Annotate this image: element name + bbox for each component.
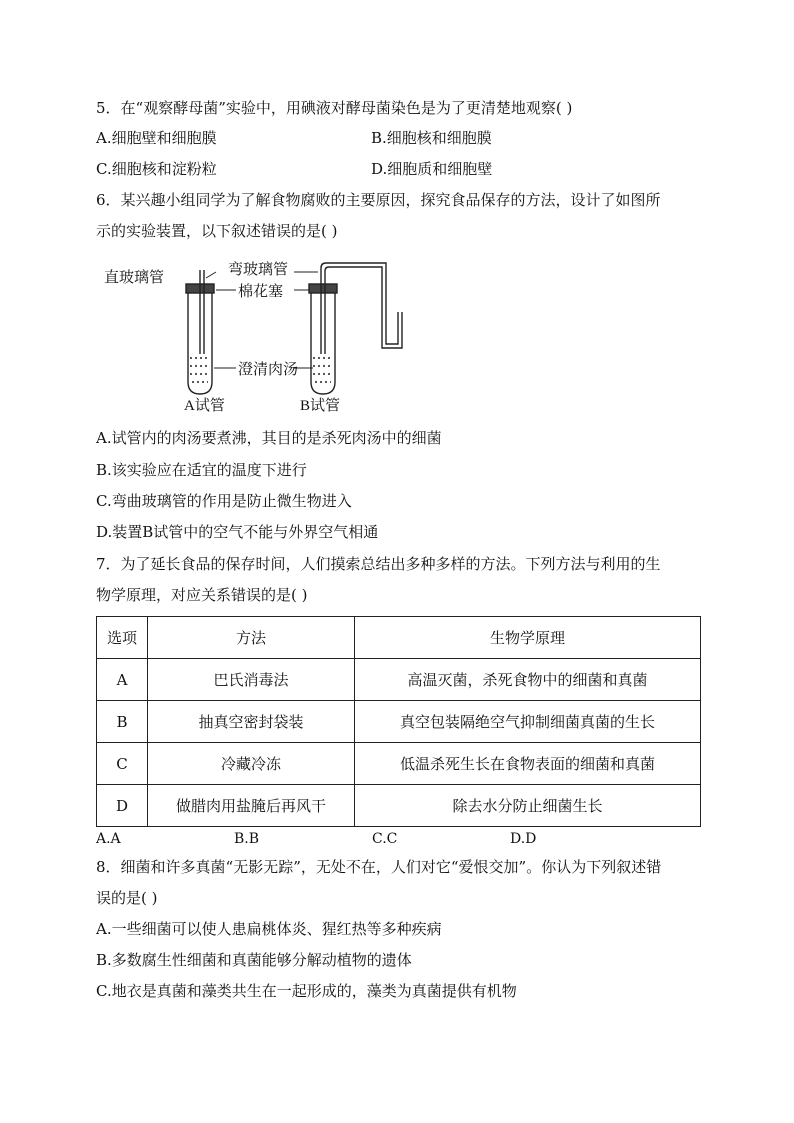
q5-option-d: D.细胞质和细胞壁	[371, 160, 493, 178]
q8-option-a: A.一些细菌可以使人患扁桃体炎、猩红热等多种疾病	[96, 920, 442, 938]
label-tube-a: A试管	[184, 398, 225, 414]
label-cotton-plug: 棉花塞	[238, 284, 284, 300]
header-method: 方法	[148, 617, 355, 659]
row-method: 做腊肉用盐腌后再风干	[148, 785, 355, 827]
table-header-row	[97, 617, 701, 659]
test-tube-diagram	[96, 254, 411, 414]
q6-option-c: C.弯曲玻璃管的作用是防止微生物进入	[96, 492, 352, 510]
tube-b	[309, 263, 402, 394]
table-row	[97, 743, 701, 785]
row-option: B	[97, 701, 148, 743]
label-bent-tube: 弯玻璃管	[228, 262, 289, 278]
q6-option-a: A.试管内的肉汤要煮沸，其目的是杀死肉汤中的细菌	[96, 429, 442, 447]
table-row	[97, 785, 701, 827]
test-tube-figure	[96, 254, 411, 414]
q5-option-c: C.细胞核和淀粉粒	[96, 160, 217, 178]
row-principle: 真空包装隔绝空气抑制细菌真菌的生长	[355, 701, 701, 743]
q8-option-c: C.地衣是真菌和藻类共生在一起形成的，藻类为真菌提供有机物	[96, 982, 517, 1000]
row-principle: 高温灭菌，杀死食物中的细菌和真菌	[355, 659, 701, 701]
q7-stem-line2: 物学原理，对应关系错误的是( )	[96, 586, 308, 604]
header-principle: 生物学原理	[355, 617, 701, 659]
row-option: A	[97, 659, 148, 701]
q6-option-b: B.该实验应在适宜的温度下进行	[96, 461, 307, 479]
q8-stem-line1: 8．细菌和许多真菌“无影无踪”，无处不在，人们对它“爱恨交加”。你认为下列叙述错	[96, 858, 662, 876]
q7-answer-c: C.C	[372, 831, 398, 847]
row-option: D	[97, 785, 148, 827]
header-option: 选项	[97, 617, 148, 659]
q7-answer-d: D.D	[510, 831, 537, 847]
q6-stem-line2: 示的实验装置，以下叙述错误的是( )	[96, 222, 338, 240]
q7-answer-a: A.A	[96, 831, 121, 847]
row-principle: 低温杀死生长在食物表面的细菌和真菌	[355, 743, 701, 785]
q7-answer-b: B.B	[234, 831, 260, 847]
q5-option-a: A.细胞壁和细胞膜	[96, 129, 217, 147]
label-clear-broth: 澄清肉汤	[238, 362, 299, 378]
q6-stem-line1: 6．某兴趣小组同学为了解食物腐败的主要原因，探究食品保存的方法，设计了如图所	[96, 191, 661, 209]
q5-stem: 5．在“观察酵母菌”实验中，用碘液对酵母菌染色是为了更清楚地观察( )	[96, 99, 573, 117]
tube-a	[186, 270, 214, 394]
q5-option-b: B.细胞核和细胞膜	[371, 129, 492, 147]
row-method: 冷藏冷冻	[148, 743, 355, 785]
label-tube-b: B试管	[300, 398, 341, 414]
methods-table	[96, 616, 701, 827]
q8-option-b: B.多数腐生性细菌和真菌能够分解动植物的遗体	[96, 951, 412, 969]
row-principle: 除去水分防止细菌生长	[355, 785, 701, 827]
q7-stem-line1: 7．为了延长食品的保存时间，人们摸索总结出多种多样的方法。下列方法与利用的生	[96, 555, 661, 573]
row-option: C	[97, 743, 148, 785]
q8-stem-line2: 误的是( )	[96, 889, 158, 907]
q6-option-d: D.装置B试管中的空气不能与外界空气相通	[96, 523, 379, 541]
table-row	[97, 659, 701, 701]
label-straight-tube: 直玻璃管	[104, 270, 165, 286]
table-row	[97, 701, 701, 743]
row-method: 巴氏消毒法	[148, 659, 355, 701]
row-method: 抽真空密封袋装	[148, 701, 355, 743]
